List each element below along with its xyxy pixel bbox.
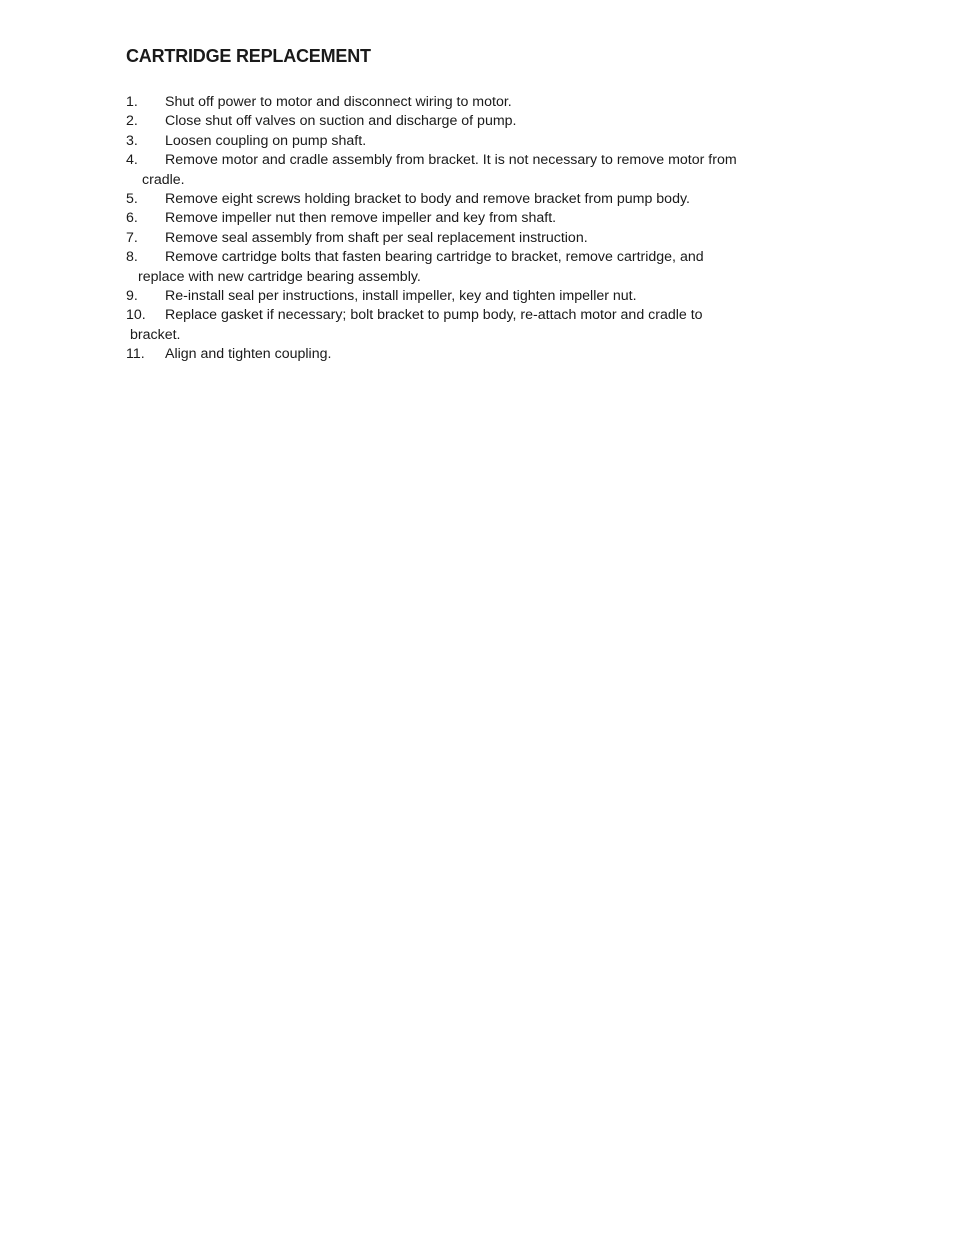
step-number: 9.: [126, 288, 138, 305]
step-11: [126, 345, 826, 364]
step-9: [126, 287, 826, 306]
step-5: [126, 190, 826, 209]
step-number: 6.: [126, 210, 138, 227]
document-page: [126, 44, 826, 365]
step-text: Close shut off valves on suction and discharge of pump.: [165, 113, 517, 130]
step-continuation: cradle.: [142, 171, 185, 188]
step-3: [126, 132, 826, 151]
step-number: 7.: [126, 229, 138, 246]
step-text: Shut off power to motor and disconnect wiring to motor.: [165, 94, 512, 110]
step-number: 2.: [126, 113, 138, 130]
step-text: Remove motor and cradle assembly from bracket. It is not necessary to remove motor from: [165, 152, 737, 169]
step-number: 10.: [126, 307, 146, 324]
steps-list: [126, 93, 826, 365]
step-10: [126, 306, 826, 345]
step-number: 5.: [126, 191, 138, 208]
page-title: CARTRIDGE REPLACEMENT: [126, 46, 371, 66]
step-number: 8.: [126, 249, 138, 266]
step-text: Re-install seal per instructions, install impeller, key and tighten impeller nut.: [165, 288, 637, 305]
step-number: 4.: [126, 152, 138, 169]
step-continuation: replace with new cartridge bearing assembly.: [138, 268, 421, 285]
step-4: [126, 151, 826, 190]
step-text: Loosen coupling on pump shaft.: [165, 132, 367, 149]
step-2: [126, 112, 826, 131]
step-text: Replace gasket if necessary; bolt bracket to pump body, re-attach motor and cradle to: [165, 307, 703, 324]
step-6: [126, 209, 826, 228]
step-text: Remove impeller nut then remove impeller and key from shaft.: [165, 210, 557, 227]
step-text: Remove cartridge bolts that fasten bearing cartridge to bracket, remove cartridge, and: [165, 249, 704, 266]
step-7: [126, 229, 826, 248]
step-text: Remove eight screws holding bracket to body and remove bracket from pump body.: [165, 191, 690, 208]
step-8: [126, 248, 826, 287]
step-number: 1.: [126, 94, 138, 110]
step-number: 3.: [126, 132, 138, 149]
step-continuation: bracket.: [130, 326, 181, 343]
step-1: [126, 93, 826, 112]
step-number: 11.: [126, 346, 145, 363]
step-text: Align and tighten coupling.: [165, 346, 332, 363]
step-text: Remove seal assembly from shaft per seal replacement instruction.: [165, 229, 588, 246]
